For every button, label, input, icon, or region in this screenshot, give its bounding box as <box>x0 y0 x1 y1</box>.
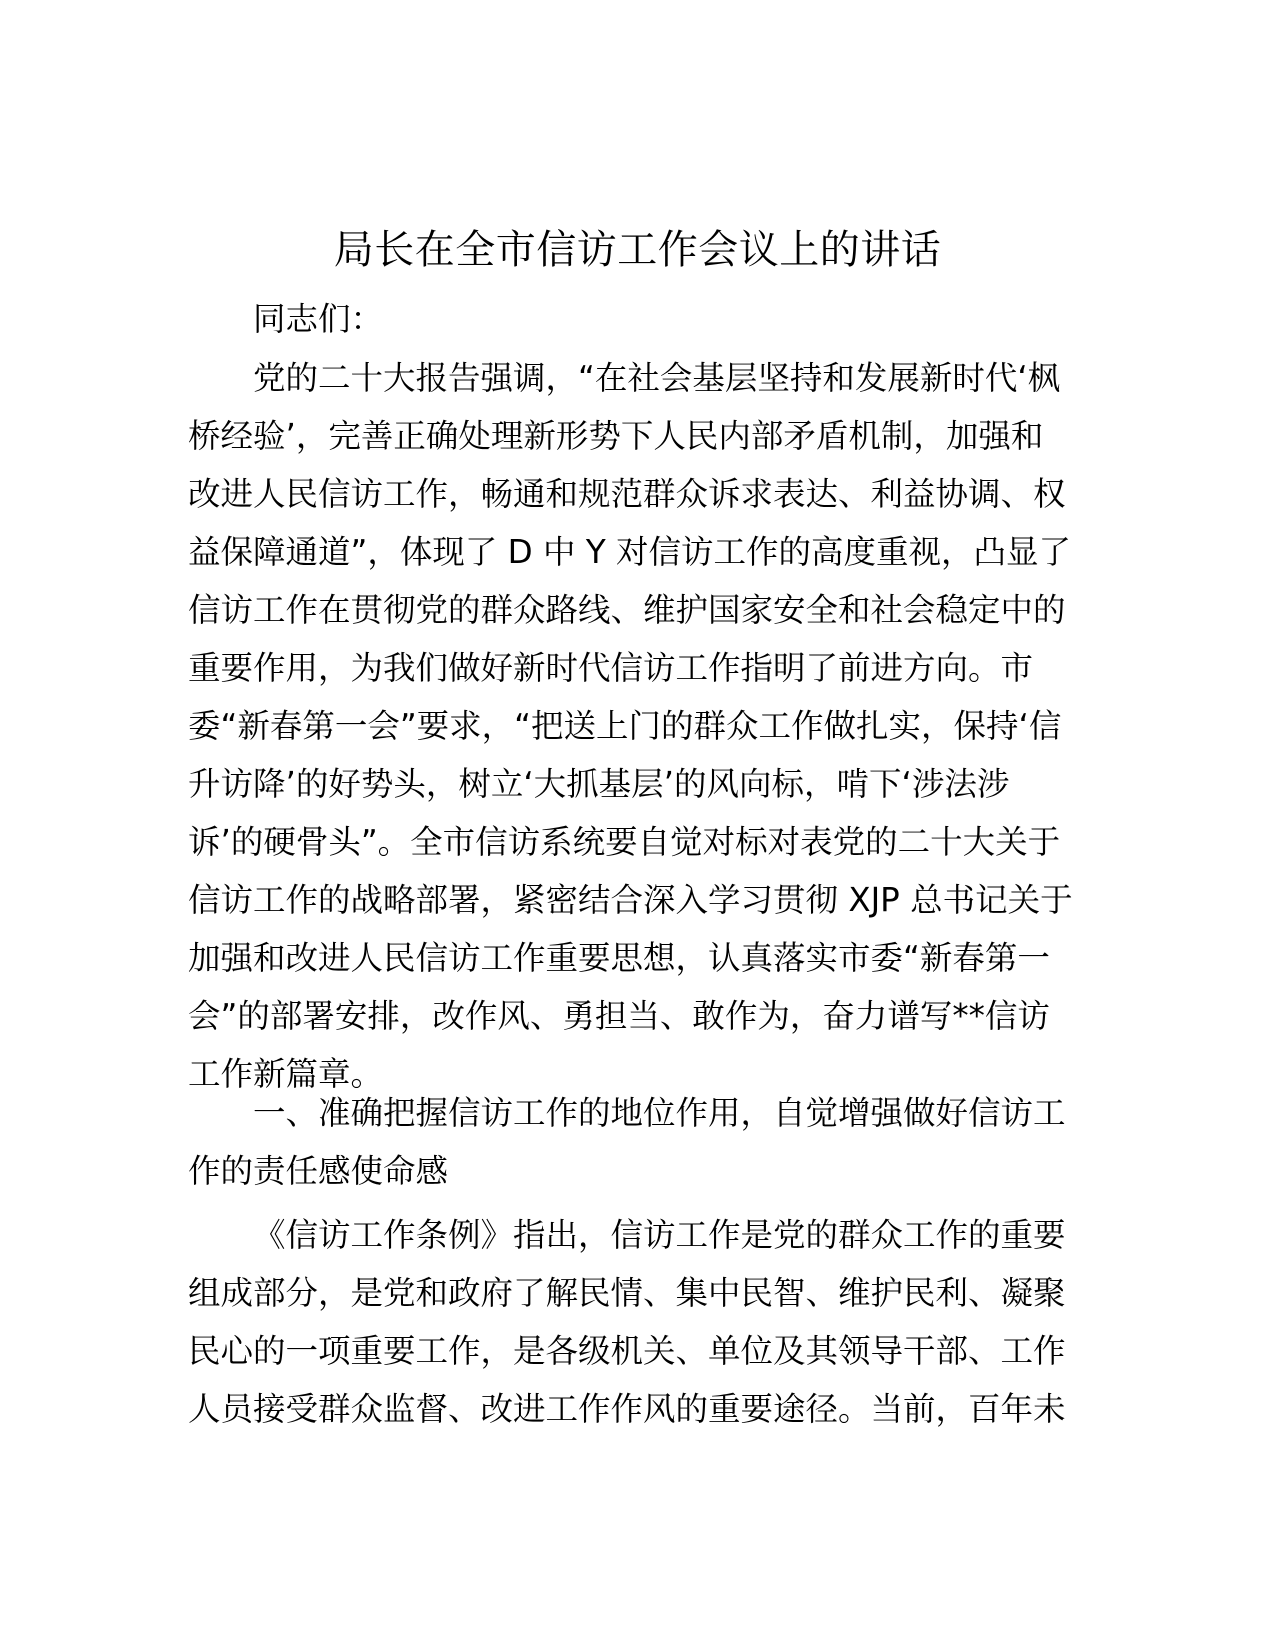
section-heading-line: 一、准确把握信访工作的地位作用，自觉增强做好信访工 <box>253 1094 1066 1132</box>
paragraph-line: 加强和改进人民信访工作重要思想，认真落实市委“新春第一 <box>188 939 1050 977</box>
paragraph-2 <box>188 1206 1088 1438</box>
paragraph-line: 《信访工作条例》指出，信访工作是党的群众工作的重要 <box>253 1216 1066 1254</box>
paragraph-line: 会”的部署安排，改作风、勇担当、敢作为，奋力谱写**信访 <box>188 997 1050 1035</box>
paragraph-line: 信访工作在贯彻党的群众路线、维护国家安全和社会稳定中的 <box>188 591 1066 629</box>
paragraph-1 <box>188 349 1088 1103</box>
paragraph-line: 改进人民信访工作，畅通和规范群众诉求表达、利益协调、权 <box>188 475 1066 513</box>
paragraph-line: 人员接受群众监督、改进工作作风的重要途径。当前，百年未 <box>188 1390 1066 1428</box>
paragraph-line: 组成部分，是党和政府了解民情、集中民智、维护民利、凝聚 <box>188 1274 1066 1312</box>
paragraph-line: 桥经验’，完善正确处理新形势下人民内部矛盾机制，加强和 <box>188 417 1044 455</box>
paragraph-line: 益保障通道”，体现了 D 中 Y 对信访工作的高度重视，凸显了 <box>188 533 1072 571</box>
document-title: 局长在全市信访工作会议上的讲话 <box>333 227 942 273</box>
paragraph-line: 诉’的硬骨头”。全市信访系统要自觉对标对表党的二十大关于 <box>188 823 1061 861</box>
salutation <box>188 290 1088 348</box>
paragraph-line: 升访降’的好势头，树立‘大抓基层’的风向标，啃下‘涉法涉 <box>188 765 1010 803</box>
paragraph-line: 信访工作的战略部署，紧密结合深入学习贯彻 XJP 总书记关于 <box>188 881 1073 919</box>
paragraph-line: 重要作用，为我们做好新时代信访工作指明了前进方向。市 <box>188 649 1034 687</box>
paragraph-line: 工作新篇章。 <box>188 1055 384 1093</box>
paragraph-line: 委“新春第一会”要求，“把送上门的群众工作做扎实，保持‘信 <box>188 707 1062 745</box>
salutation-text: 同志们： <box>253 300 384 338</box>
paragraph-line: 党的二十大报告强调，“在社会基层坚持和发展新时代‘枫 <box>253 359 1061 397</box>
section-heading-1 <box>188 1084 1088 1200</box>
section-heading-line: 作的责任感使命感 <box>188 1152 449 1190</box>
paragraph-line: 民心的一项重要工作，是各级机关、单位及其领导干部、工作 <box>188 1332 1066 1370</box>
